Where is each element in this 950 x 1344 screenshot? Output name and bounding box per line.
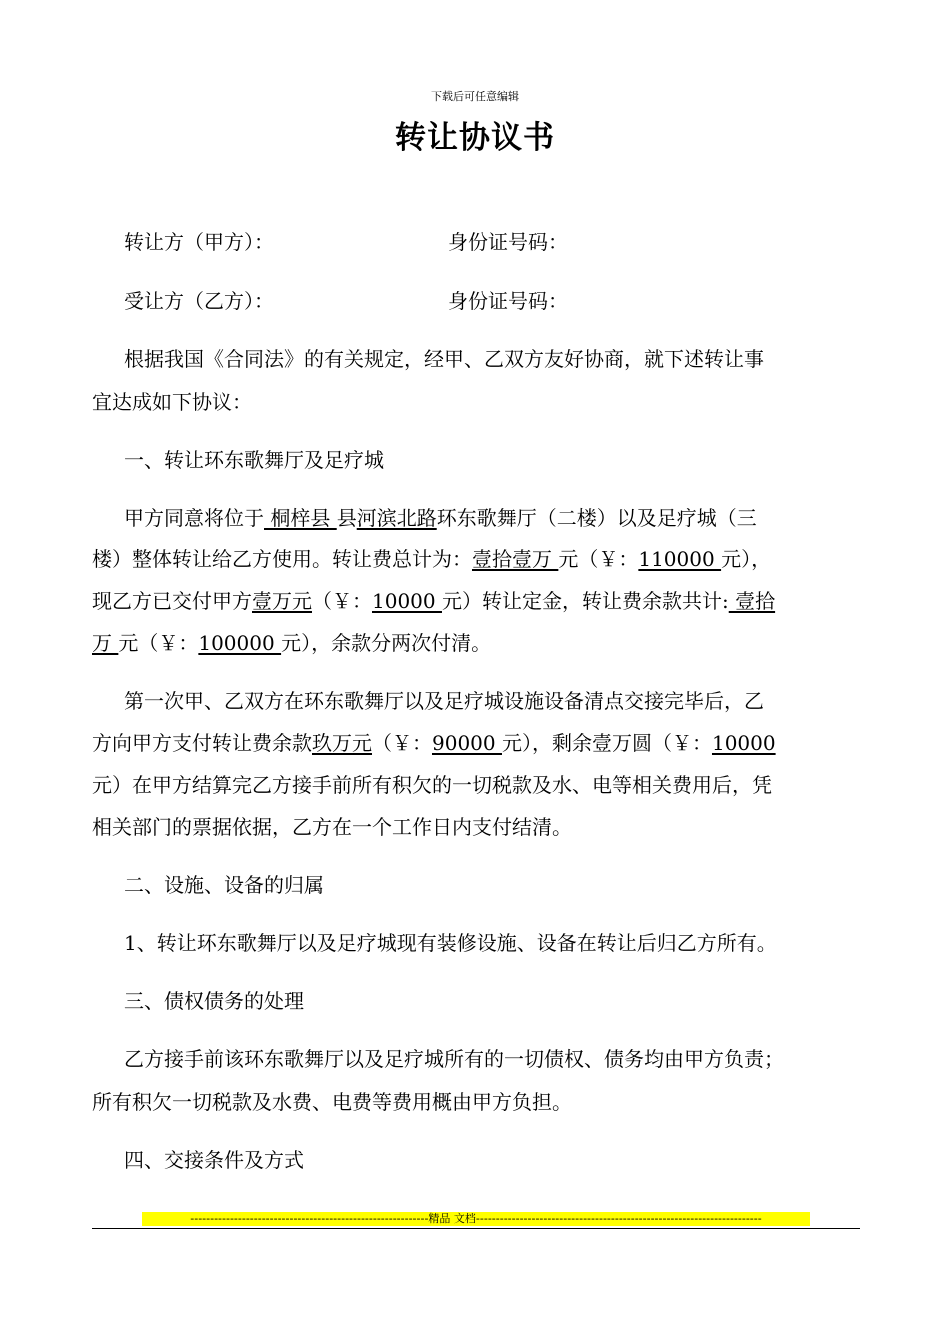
text: （￥： <box>372 731 432 755</box>
section3-line2: 所有积欠一切税款及水费、电费等费用概由甲方负担。 <box>92 1090 572 1114</box>
header-note: 下载后可任意编辑 <box>431 90 519 103</box>
text: 楼）整体转让给乙方使用。转让费总计为： <box>92 547 472 571</box>
county-name: 桐梓县 <box>264 506 337 530</box>
text: 甲方同意将位于 <box>124 506 264 530</box>
footer-rule <box>92 1228 860 1229</box>
deposit-amount-cn: 壹万元 <box>252 589 312 613</box>
transferee-id-label: 身份证号码： <box>448 289 568 313</box>
section1-p1-line1 <box>124 504 757 532</box>
text: 县 <box>336 506 357 530</box>
text: 元（￥： <box>558 547 639 571</box>
text: 元）， <box>721 547 772 571</box>
section1-p1-line3 <box>92 587 775 615</box>
text: 元），剩余壹万圆（￥： <box>501 731 712 755</box>
preamble-line-2: 宜达成如下协议： <box>92 390 252 414</box>
first-payment-cn: 玖万元 <box>312 731 372 755</box>
balance-amount-num: 100000 <box>198 631 282 655</box>
transferor-label: 转让方（甲方）： <box>124 230 274 254</box>
footer-dashes-left: ------------------------------------------------------------ <box>190 1212 429 1225</box>
section1-p1-line4 <box>92 629 491 657</box>
footer-dashes-right: ------------------------------------------------------------------------ <box>475 1212 762 1225</box>
text: （￥： <box>312 589 372 613</box>
balance-amount-cn-cont: 万 <box>92 631 119 655</box>
transferee-label: 受让方（乙方）： <box>124 289 274 313</box>
balance-amount-cn: 壹拾 <box>728 589 776 613</box>
text: 元）转让定金，转让费余款共计: <box>441 589 729 613</box>
total-amount-cn: 壹拾壹万 <box>472 547 559 571</box>
section2-item1: 1、转让环东歌舞厅以及足疗城现有装修设施、设备在转让后归乙方所有。 <box>124 931 777 955</box>
section1-heading: 一、转让环东歌舞厅及足疗城 <box>124 448 384 472</box>
text: 方向甲方支付转让费余款 <box>92 731 312 755</box>
road-name: 河滨北路 <box>356 506 437 530</box>
section1-p2-line2 <box>92 729 776 757</box>
section3-line1: 乙方接手前该环东歌舞厅以及足疗城所有的一切债权、债务均由甲方负责； <box>124 1047 784 1071</box>
text: 元（￥： <box>118 631 199 655</box>
first-payment-num: 90000 <box>432 731 502 755</box>
text: 环东歌舞厅（二楼）以及足疗城（三 <box>436 506 757 530</box>
footer-banner <box>142 1212 810 1226</box>
section3-heading: 三、债权债务的处理 <box>124 989 304 1013</box>
transferor-id-label: 身份证号码： <box>448 230 568 254</box>
section4-heading: 四、交接条件及方式 <box>124 1148 304 1172</box>
section1-p1-line2 <box>92 545 771 573</box>
document-title: 转让协议书 <box>395 120 555 156</box>
text: 元），余款分两次付清。 <box>281 631 492 655</box>
section1-p2-line4: 相关部门的票据依据，乙方在一个工作日内支付结清。 <box>92 815 572 839</box>
preamble-line-1: 根据我国《合同法》的有关规定，经甲、乙双方友好协商，就下述转让事 <box>124 347 764 371</box>
total-amount-num: 110000 <box>638 547 722 571</box>
remaining-amount-num: 10000 <box>711 731 776 755</box>
section2-heading: 二、设施、设备的归属 <box>124 873 324 897</box>
section1-p2-line1: 第一次甲、乙双方在环东歌舞厅以及足疗城设施设备清点交接完毕后，乙 <box>124 689 764 713</box>
footer-label: 精品 文档 <box>428 1212 476 1225</box>
deposit-amount-num: 10000 <box>372 589 442 613</box>
text: 现乙方已交付甲方 <box>92 589 252 613</box>
section1-p2-line3: 元）在甲方结算完乙方接手前所有积欠的一切税款及水、电等相关费用后，凭 <box>92 773 772 797</box>
